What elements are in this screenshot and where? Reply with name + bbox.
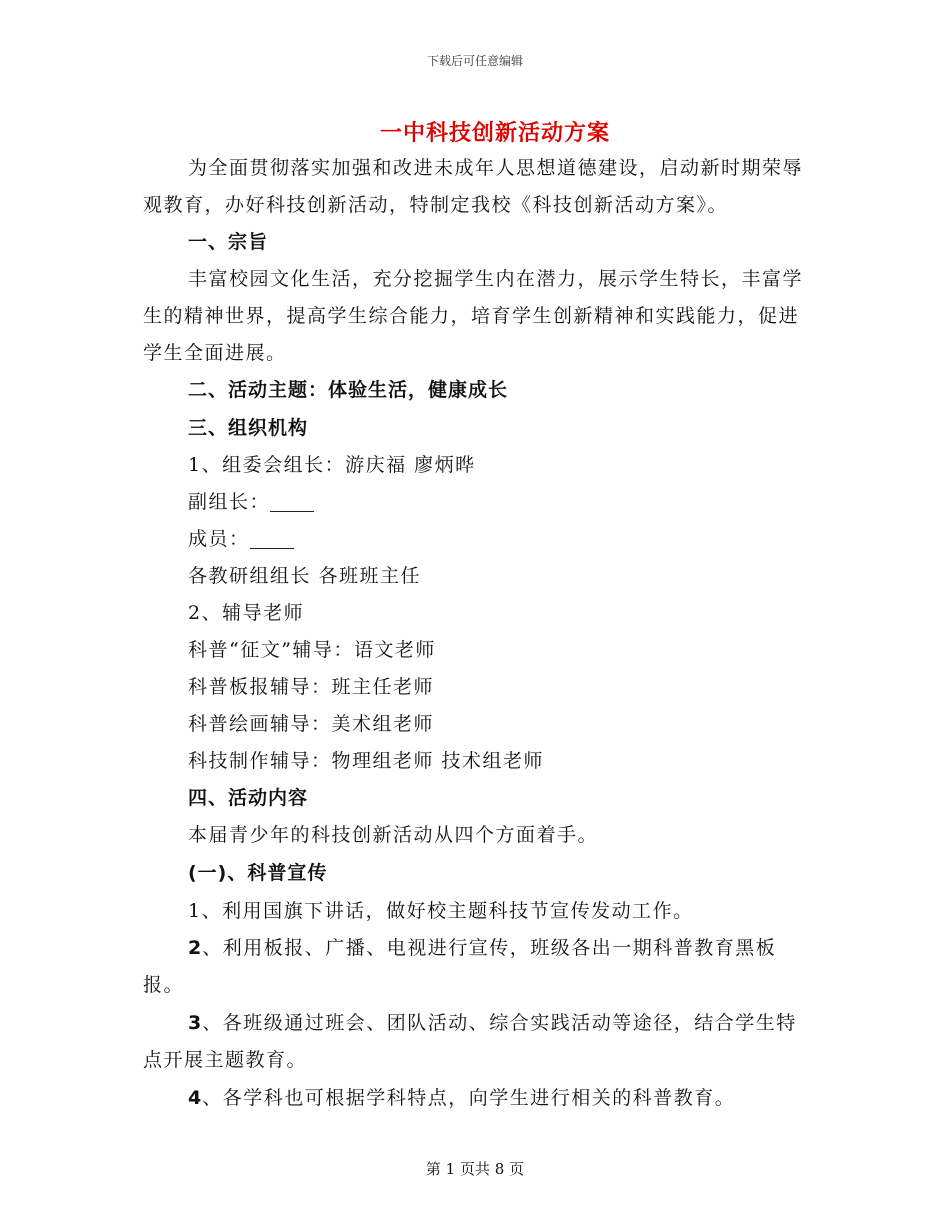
deputy-label: 副组长：: [188, 491, 271, 513]
org-leader-line: 1、组委会组长：游庆福 廖炳晔: [188, 454, 476, 476]
section-4-heading: 四、活动内容: [188, 787, 309, 809]
header-note: 下载后可任意编辑: [426, 54, 523, 68]
advisor-line-4: 科技制作辅导：物理组老师 技术组老师: [188, 750, 545, 772]
section-3-heading: 三、组织机构: [188, 417, 309, 439]
advisor-line-3: 科普绘画辅导：美术组老师: [188, 713, 435, 735]
page-footer: 第 1 页共 8 页: [425, 1160, 525, 1178]
advisors-heading: 2、辅导老师: [188, 602, 305, 624]
section-4-intro: 本届青少年的科技创新活动从四个方面着手。: [188, 824, 599, 846]
org-members-line: [188, 521, 294, 558]
section-1-paragraph: 丰富校园文化生活，充分挖掘学生内在潜力，展示学生特长，丰富学生的精神世界，提高学生综合能力，培育学生创新精神和实践能力，促进学生全面进展。: [143, 268, 804, 364]
section-1-heading: 一、宗旨: [188, 231, 269, 253]
item-3-text: 、各班级通过班会、团队活动、综合实践活动等途径，结合学生特点开展主题教育。: [143, 1012, 797, 1071]
item-2-text: 、利用板报、广播、电视进行宣传，班级各出一期科普教育黑板报。: [143, 937, 777, 996]
item-2: [143, 930, 808, 1004]
item-3-number: 3: [188, 1012, 203, 1034]
deputy-blank: [270, 489, 314, 512]
item-2-number: 2: [188, 937, 203, 959]
subsection-1-heading: (一)、科普宣传: [188, 862, 328, 884]
item-4-number: 4: [188, 1087, 203, 1109]
section-2-heading: 二、活动主题：体验生活，健康成长: [188, 379, 509, 401]
advisor-line-1: 科普“征文”辅导：语文老师: [188, 639, 436, 661]
item-1: 1、利用国旗下讲话，做好校主题科技节宣传发动工作。: [188, 900, 694, 922]
org-deputy-line: [188, 484, 314, 521]
members-blank: [250, 526, 294, 549]
item-3: [143, 1005, 808, 1079]
item-4: [188, 1080, 735, 1117]
members-label: 成员：: [188, 528, 250, 550]
advisor-line-2: 科普板报辅导：班主任老师: [188, 676, 435, 698]
org-members-list: 各教研组组长 各班班主任: [188, 565, 422, 587]
intro-paragraph: 为全面贯彻落实加强和改进未成年人思想道德建设，启动新时期荣辱观教育，办好科技创新活动，特制定我校《科技创新活动方案》。: [143, 157, 804, 216]
document-title: 一中科技创新活动方案: [379, 121, 610, 146]
item-4-text: 、各学科也可根据学科特点，向学生进行相关的科普教育。: [202, 1087, 736, 1109]
